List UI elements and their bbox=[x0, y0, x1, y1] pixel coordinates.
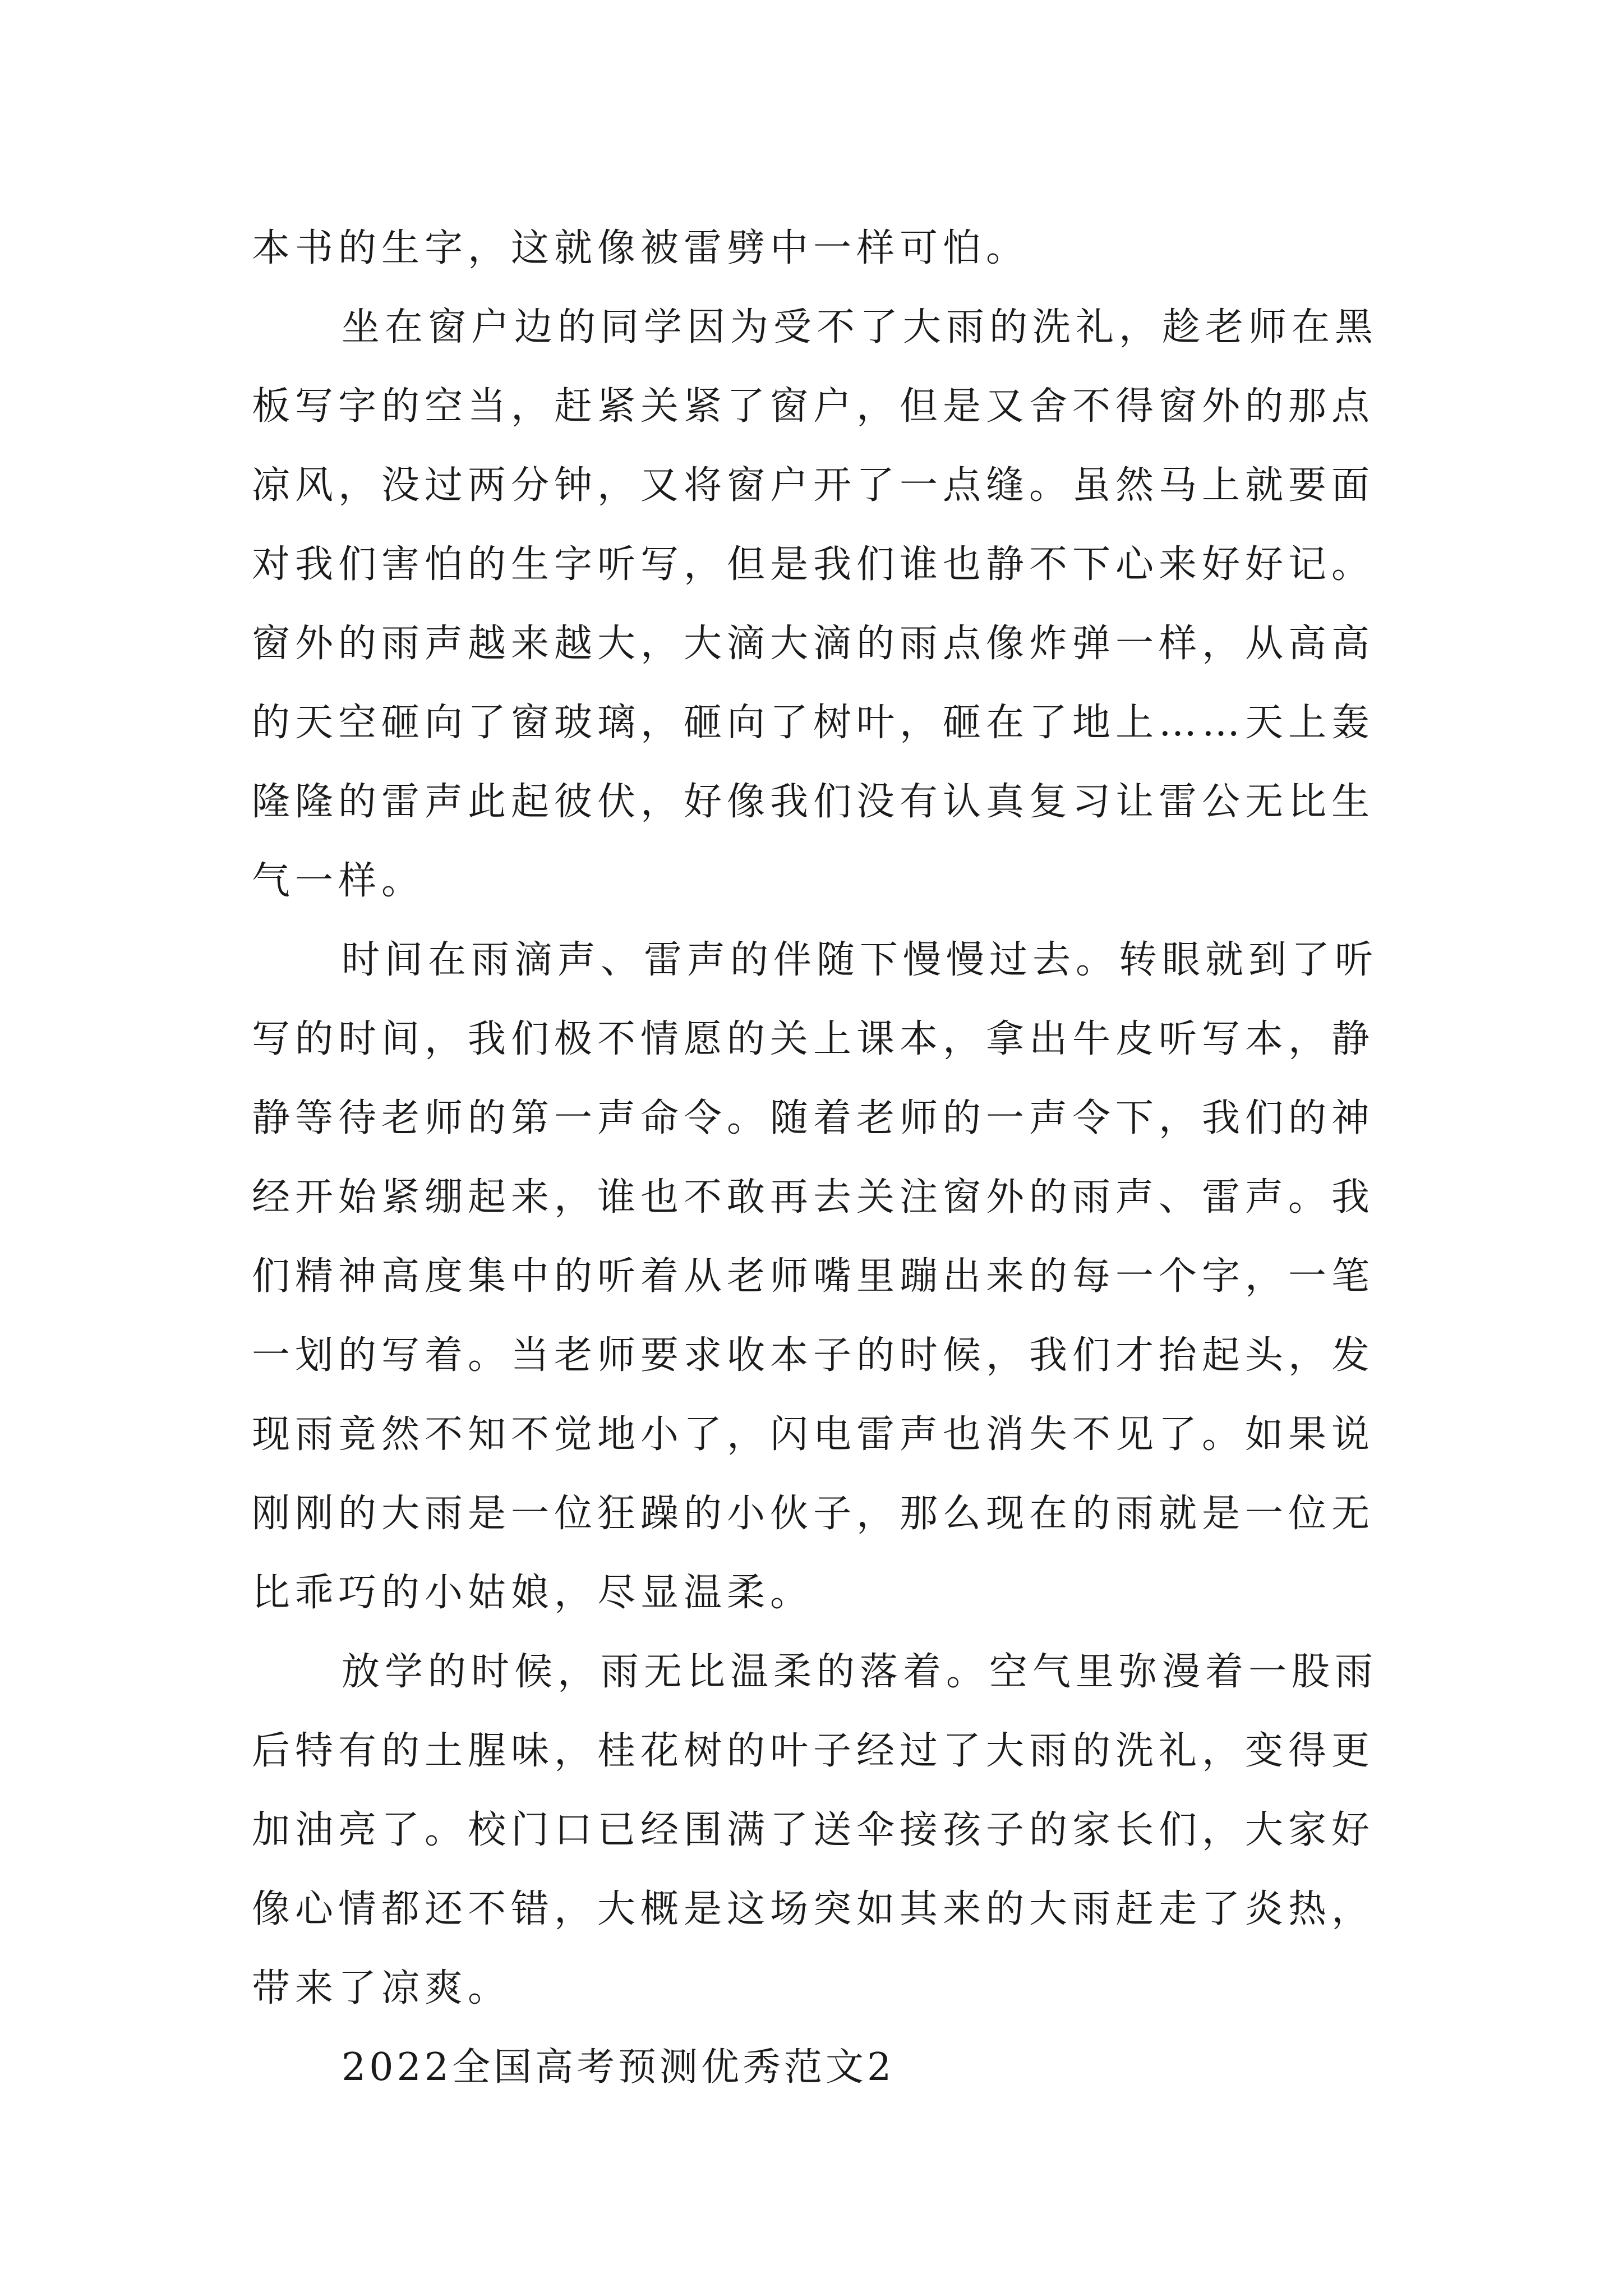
text-line: 本书的生字，这就像被雷劈中一样可怕。 bbox=[252, 226, 1030, 270]
paragraph-start-line: 坐在窗户边的同学因为受不了大雨的洗礼，趁老师在黑 bbox=[342, 305, 1378, 349]
text-line: 后特有的土腥味，桂花树的叶子经过了大雨的洗礼，变得更 bbox=[252, 1729, 1375, 1773]
text-line: 一划的写着。当老师要求收本子的时候，我们才抬起头，发 bbox=[252, 1333, 1375, 1378]
text-line: 写的时间，我们极不情愿的关上课本，拿出牛皮听写本，静 bbox=[252, 1017, 1375, 1061]
section-heading: 2022全国高考预测优秀范文2 bbox=[342, 2045, 895, 2090]
text-line: 窗外的雨声越来越大，大滴大滴的雨点像炸弹一样，从高高 bbox=[252, 622, 1375, 666]
text-line: 静等待老师的第一声命令。随着老师的一声令下，我们的神 bbox=[252, 1096, 1375, 1140]
paragraph-start-line: 时间在雨滴声、雷声的伴随下慢慢过去。转眼就到了听 bbox=[342, 938, 1378, 982]
text-line: 加油亮了。校门口已经围满了送伞接孩子的家长们，大家好 bbox=[252, 1808, 1375, 1852]
text-line: 隆隆的雷声此起彼伏，好像我们没有认真复习让雷公无比生 bbox=[252, 780, 1375, 824]
text-line: 气一样。 bbox=[252, 859, 425, 903]
text-line: 的天空砸向了窗玻璃，砸向了树叶，砸在了地上……天上轰 bbox=[252, 701, 1375, 745]
text-line: 板写字的空当，赶紧关紧了窗户，但是又舍不得窗外的那点 bbox=[252, 384, 1375, 429]
text-line: 带来了凉爽。 bbox=[252, 1966, 511, 2010]
text-line: 像心情都还不错，大概是这场突如其来的大雨赶走了炎热， bbox=[252, 1887, 1375, 1931]
text-line: 现雨竟然不知不觉地小了，闪电雷声也消失不见了。如果说 bbox=[252, 1412, 1375, 1457]
text-line: 比乖巧的小姑娘，尽显温柔。 bbox=[252, 1571, 814, 1615]
text-line: 对我们害怕的生字听写，但是我们谁也静不下心来好好记。 bbox=[252, 542, 1375, 587]
text-line: 经开始紧绷起来，谁也不敢再去关注窗外的雨声、雷声。我 bbox=[252, 1175, 1375, 1220]
essay-body bbox=[252, 209, 1396, 2107]
text-line: 刚刚的大雨是一位狂躁的小伙子，那么现在的雨就是一位无 bbox=[252, 1492, 1375, 1536]
text-line: 凉风，没过两分钟，又将窗户开了一点缝。虽然马上就要面 bbox=[252, 463, 1375, 508]
text-line: 们精神高度集中的听着从老师嘴里蹦出来的每一个字，一笔 bbox=[252, 1254, 1375, 1299]
paragraph-start-line: 放学的时候，雨无比温柔的落着。空气里弥漫着一股雨 bbox=[342, 1650, 1378, 1694]
